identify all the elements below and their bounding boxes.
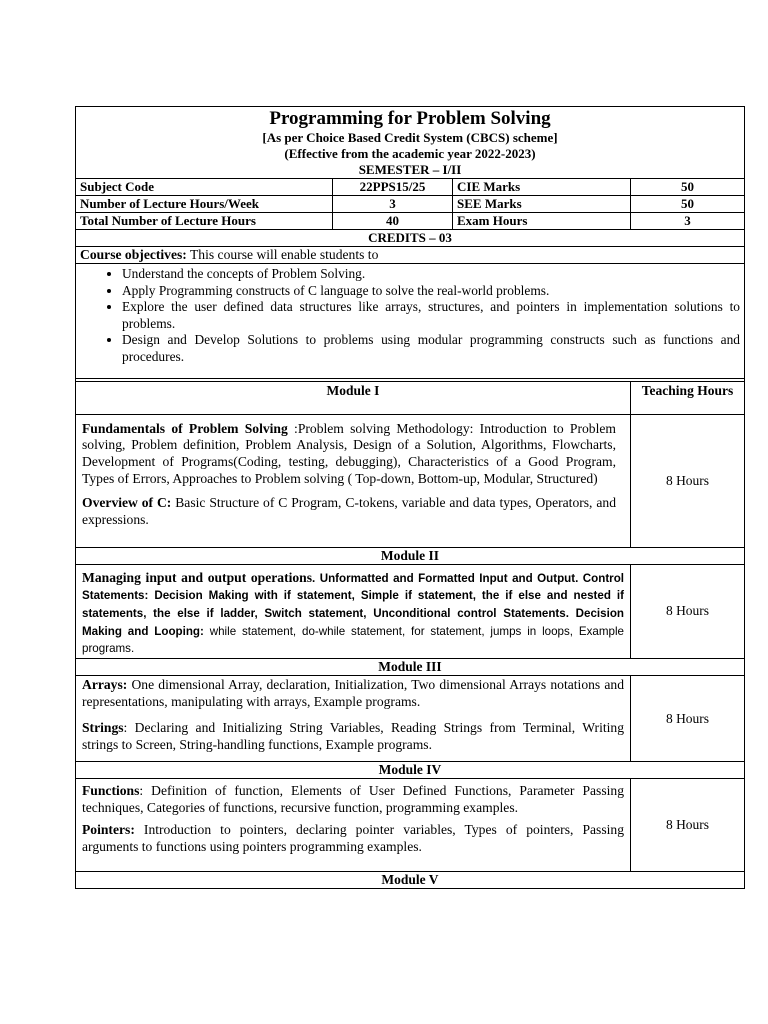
objective-item: • Understand the concepts of Problem Solving. [122,266,740,283]
module1-paragraph2 [82,495,616,528]
module4-content [76,779,631,872]
module3-body-row [76,676,745,762]
objective-item: • Design and Develop Solutions to problems using modular programming constructs such as functions and procedures. [122,332,740,365]
module2-header-row [76,547,745,564]
module4-text2: Introduction to pointers, declaring pointer variables, Types of pointers, Passing arguments to functions using pointers programming examples. [82,822,624,855]
module1-text2: Basic Structure of C Program, C-tokens, variable and data types, Operators, and expressions. [82,495,616,528]
objective-item: • Apply Programming constructs of C language to solve the real-world problems. [122,283,740,300]
module3-content [76,676,631,762]
module4-text1: : Definition of function, Elements of User Defined Functions, Parameter Passing techniques, Categories of functions, recursive function, programming examples. [82,783,624,815]
detail-row [76,196,745,213]
module3-topic2: Strings [82,720,124,736]
module2-hours: 8 Hours [631,564,745,659]
scheme-line: [As per Choice Based Credit System (CBCS) scheme] [262,130,558,145]
teaching-hours-heading: Teaching Hours [631,381,745,414]
course-title: Programming for Problem Solving [269,108,551,129]
module5-heading: Module V [76,872,745,889]
module5-header-row [76,872,745,889]
module2-text2: while statement, do-while statement, for statement, jumps in loops, Example programs. [82,624,624,656]
module2-content [76,564,631,659]
detail-label: Subject Code [76,179,333,196]
detail-value: 3 [333,196,453,213]
module1-text1: :Problem solving Methodology: Introduction to Problem solving, Problem definition, Problem Analysis, Design of a Solution, Algorithms, Flowcharts, Development of Programs(Coding, testing, debugging), Characteristics of a Good Program, Types of Errors, Approaches to Problem solving ( Top-down, Bottom-up, Modular, Structured) [82,420,616,486]
detail-row [76,179,745,196]
module3-topic1: Arrays: [82,677,128,693]
semester-line: SEMESTER – I/II [358,162,462,177]
objectives-list [76,264,744,378]
module4-paragraph2 [82,822,624,855]
detail-label2: CIE Marks [453,179,631,196]
module4-paragraph1 [82,783,624,816]
module4-body-row [76,779,745,872]
module3-paragraph1 [82,677,624,710]
detail-value: 40 [333,213,453,230]
credits-row [76,230,745,247]
detail-value2: 50 [631,179,745,196]
module3-paragraph2 [82,720,624,753]
module1-content [76,414,631,547]
header-row [76,107,745,179]
syllabus-table [75,106,745,889]
module1-topic2: Overview of C: [82,495,172,511]
detail-value: 22PPS15/25 [333,179,453,196]
module1-header-row [76,381,745,414]
module2-text1: . Unformatted and Formatted Input and Output. Control Statements: Decision Making with if statement, Simple if statement, the if else and nested if statements, the else if ladder, Switch statement, Unconditional control Statements. Decision Making and Looping: [82,571,624,638]
module3-text2: : Declaring and Initializing String Variables, Reading Strings from Terminal, Writing strings to Screen, String-handling functions, Example programs. [82,720,624,753]
module3-text1: One dimensional Array, declaration, Initialization, Two dimensional Arrays notations and representations, manipulating with arrays, Example programs. [82,677,624,709]
module4-hours: 8 Hours [631,779,745,872]
module1-topic1: Fundamentals of Problem Solving [82,420,288,436]
module2-heading: Module II [76,547,745,564]
objective-item: • Explore the user defined data structures like arrays, structures, and pointers in implementation solutions to problems. [122,299,740,332]
module4-topic2: Pointers: [82,822,135,838]
module2-body-row [76,564,745,659]
credits: CREDITS – 03 [76,230,745,247]
effective-line: (Effective from the academic year 2022-2023) [284,146,536,161]
module1-hours: 8 Hours [631,414,745,547]
objectives-heading [76,247,745,264]
detail-label2: SEE Marks [453,196,631,213]
detail-label: Number of Lecture Hours/Week [76,196,333,213]
module3-hours: 8 Hours [631,676,745,762]
objectives-list-cell [76,264,745,379]
objectives-heading-row [76,247,745,264]
module1-paragraph1 [82,421,616,488]
detail-value2: 50 [631,196,745,213]
module4-heading: Module IV [76,762,745,779]
module4-topic1: Functions [82,783,140,799]
module1-heading: Module I [76,381,631,414]
module1-body-row [76,414,745,547]
module2-topic: Managing input and output operations [82,569,313,585]
detail-label2: Exam Hours [453,213,631,230]
objectives-list-row [76,264,745,379]
objectives-lead: Course objectives: [80,247,187,262]
syllabus-document [75,106,744,889]
detail-value2: 3 [631,213,745,230]
objectives-intro: This course will enable students to [186,247,379,262]
module4-header-row [76,762,745,779]
module2-paragraph [82,570,624,659]
detail-row [76,213,745,230]
module3-header-row [76,659,745,676]
detail-label: Total Number of Lecture Hours [76,213,333,230]
module3-heading: Module III [76,659,745,676]
header-cell [76,107,745,179]
